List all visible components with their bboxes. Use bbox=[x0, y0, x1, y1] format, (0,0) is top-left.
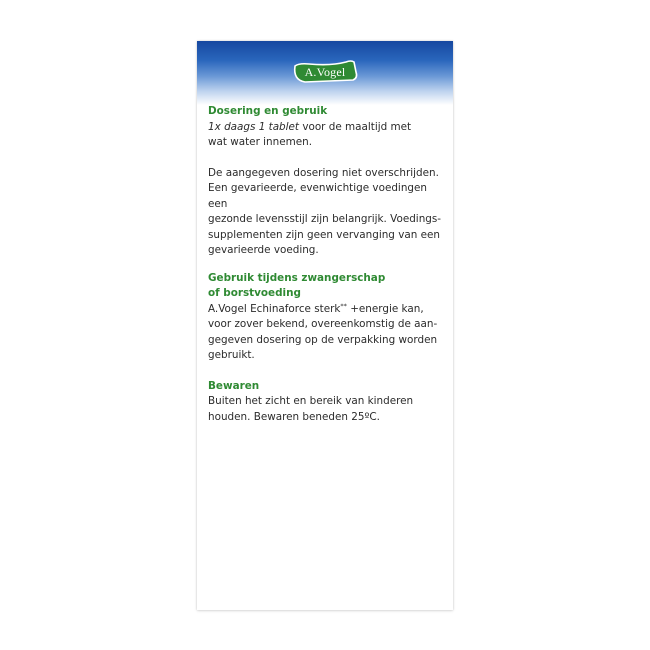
dosage-line-1 bbox=[208, 120, 448, 136]
logo-text: A.Vogel bbox=[304, 64, 346, 79]
product-name: A.Vogel Echinaforce sterk bbox=[208, 302, 341, 315]
pregnancy-line-1 bbox=[208, 302, 448, 318]
storage-body: Buiten het zicht en bereik van kinderen houden. Bewaren beneden 25ºC. bbox=[208, 395, 414, 423]
storage-heading: Bewaren bbox=[208, 379, 260, 392]
dosage-line-2: wat water innemen. bbox=[208, 136, 313, 148]
dosage-warning: De aangegeven dosering niet overschrijden. Een gevarieerde, evenwichtige voedingen een gezonde levensstijl zijn belangrijk. Voedings- supplementen zijn geen vervanging van een gevarieerde voeding. bbox=[208, 166, 442, 256]
package-text bbox=[208, 104, 448, 425]
pregnancy-heading: Gebruik tijdens zwangerschap of borstvoeding bbox=[208, 271, 386, 299]
product-package-panel bbox=[197, 41, 453, 610]
dosage-italic: 1x daags 1 tablet bbox=[208, 120, 300, 133]
pregnancy-line-1-rest: +energie kan, bbox=[346, 302, 424, 315]
dosage-heading: Dosering en gebruik bbox=[208, 105, 328, 117]
dosage-line-1-rest: voor de maaltijd met bbox=[299, 120, 412, 133]
pregnancy-body: voor zover bekend, overeenkomstig de aan- gegeven dosering op de verpakking worden gebruikt. bbox=[208, 318, 438, 361]
product-mark: ** bbox=[340, 301, 347, 310]
avogel-logo bbox=[291, 58, 359, 86]
